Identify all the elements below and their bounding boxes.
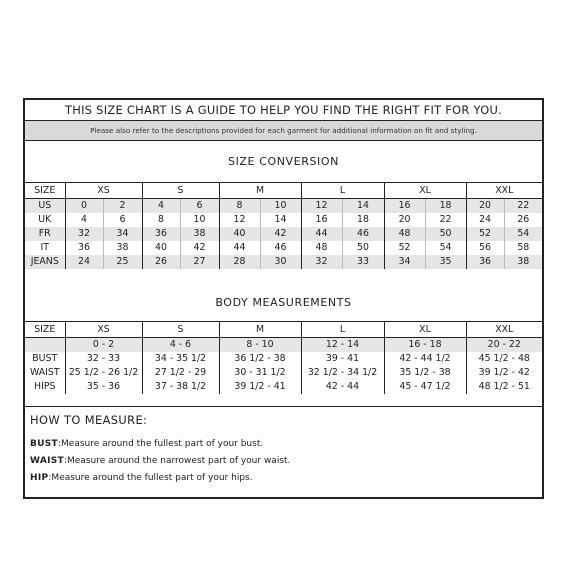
size-number-cell: 20 - 22 bbox=[466, 338, 542, 353]
table-cell: 44 bbox=[301, 227, 342, 241]
table-cell: 35 bbox=[425, 255, 466, 269]
table-cell: 38 bbox=[504, 255, 542, 269]
row-label: UK bbox=[25, 213, 65, 227]
table-cell: 48 1/2 - 51 bbox=[478, 381, 530, 392]
table-cell: 34 bbox=[103, 227, 142, 241]
table-cell: 20 bbox=[384, 213, 425, 227]
row-label: BUST bbox=[25, 352, 65, 366]
table-cell: 39 - 41 bbox=[301, 352, 384, 366]
table-cell: 36 bbox=[65, 241, 103, 255]
how-to-hip-term: HIP bbox=[30, 473, 49, 483]
table-cell: 24 bbox=[466, 213, 504, 227]
table-row bbox=[25, 227, 542, 241]
size-header-cell: L bbox=[301, 183, 384, 199]
body-header-row bbox=[25, 322, 542, 338]
size-chart-subbanner: Please also refer to the descriptions provided for each garment for additional information on fit and styling. bbox=[25, 121, 542, 141]
table-cell: 52 bbox=[384, 241, 425, 255]
table-cell: 36 bbox=[142, 227, 180, 241]
row-label: FR bbox=[25, 227, 65, 241]
size-header-cell: M bbox=[219, 183, 301, 199]
table-row bbox=[25, 213, 542, 227]
table-cell: 2 bbox=[103, 199, 142, 214]
table-cell: 22 bbox=[425, 213, 466, 227]
table-cell: 39 1/2 - 41 bbox=[219, 380, 301, 394]
size-header-cell: XL bbox=[384, 322, 466, 338]
size-conversion-header-row bbox=[25, 183, 542, 199]
row-label: US bbox=[25, 199, 65, 214]
table-cell: 4 bbox=[142, 199, 180, 214]
table-cell: 34 - 35 1/2 bbox=[142, 352, 219, 366]
size-number-cell: 0 - 2 bbox=[65, 338, 142, 353]
table-cell: 48 bbox=[301, 241, 342, 255]
table-row bbox=[25, 380, 542, 394]
table-cell: 12 bbox=[301, 199, 342, 214]
table-cell: 42 bbox=[180, 241, 219, 255]
size-chart-banner: THIS SIZE CHART IS A GUIDE TO HELP YOU FIND THE RIGHT FIT FOR YOU. bbox=[25, 100, 542, 121]
table-cell: 46 bbox=[260, 241, 301, 255]
table-cell: 6 bbox=[180, 199, 219, 214]
table-cell: 10 bbox=[260, 199, 301, 214]
size-header-cell: XL bbox=[384, 183, 466, 199]
table-cell: 32 - 33 bbox=[65, 352, 142, 366]
table-cell: 54 bbox=[504, 227, 542, 241]
how-to-bust-term: BUST bbox=[30, 439, 58, 449]
size-header-cell: XS bbox=[65, 183, 142, 199]
table-cell: 46 bbox=[342, 227, 384, 241]
table-cell: 36 1/2 - 38 bbox=[219, 352, 301, 366]
size-number-row bbox=[25, 338, 542, 353]
table-cell: 18 bbox=[342, 213, 384, 227]
row-label: WAIST bbox=[25, 366, 65, 380]
size-number-cell: 8 - 10 bbox=[219, 338, 301, 353]
table-cell: 16 bbox=[384, 199, 425, 214]
table-cell: 25 1/2 - 26 1/2 bbox=[65, 366, 142, 380]
table-cell: 28 bbox=[219, 255, 260, 269]
table-cell: 36 bbox=[466, 255, 504, 269]
size-header-cell: M bbox=[219, 322, 301, 338]
table-cell: 24 bbox=[65, 255, 103, 269]
table-row bbox=[25, 255, 542, 269]
table-row bbox=[25, 352, 542, 366]
table-cell: 12 bbox=[219, 213, 260, 227]
table-cell: 48 bbox=[384, 227, 425, 241]
table-cell: 32 1/2 - 34 1/2 bbox=[301, 366, 384, 380]
table-cell: 8 bbox=[219, 199, 260, 214]
table-cell: 33 bbox=[342, 255, 384, 269]
size-header-cell: S bbox=[142, 322, 219, 338]
table-cell: 0 bbox=[65, 199, 103, 214]
table-cell: 27 bbox=[180, 255, 219, 269]
table-cell: 40 bbox=[142, 241, 180, 255]
how-to-bust bbox=[30, 439, 263, 449]
size-chart bbox=[23, 98, 544, 499]
table-cell: 27 1/2 - 29 bbox=[142, 366, 219, 380]
table-cell: 4 bbox=[65, 213, 103, 227]
how-to-bust-text: :Measure around the fullest part of your bust. bbox=[58, 439, 264, 449]
table-row bbox=[25, 199, 542, 214]
table-cell: 10 bbox=[180, 213, 219, 227]
table-cell: 42 - 44 bbox=[301, 380, 384, 394]
table-row bbox=[25, 366, 542, 380]
size-number-cell: 16 - 18 bbox=[384, 338, 466, 353]
row-label bbox=[25, 338, 65, 353]
table-cell: 25 bbox=[103, 255, 142, 269]
table-cell: 50 bbox=[425, 227, 466, 241]
table-cell: 18 bbox=[425, 199, 466, 214]
size-header-label: SIZE bbox=[25, 183, 65, 199]
table-cell: 40 bbox=[219, 227, 260, 241]
table-cell: 32 bbox=[65, 227, 103, 241]
table-cell: 35 - 36 bbox=[65, 380, 142, 394]
table-cell: 22 bbox=[504, 199, 542, 214]
table-cell: 32 bbox=[301, 255, 342, 269]
size-header-cell: XXL bbox=[466, 183, 542, 199]
table-cell: 26 bbox=[517, 214, 530, 225]
how-to-hip bbox=[30, 473, 253, 483]
size-number-cell: 4 - 6 bbox=[142, 338, 219, 353]
table-cell: 45 1/2 - 48 bbox=[478, 353, 530, 364]
table-cell: 16 bbox=[301, 213, 342, 227]
divider bbox=[25, 406, 542, 407]
how-to-measure-title: HOW TO MEASURE: bbox=[30, 413, 148, 427]
table-cell: 20 bbox=[466, 199, 504, 214]
size-header-cell: XS bbox=[65, 322, 142, 338]
table-row bbox=[25, 241, 542, 255]
table-cell: 58 bbox=[517, 242, 530, 253]
row-label: JEANS bbox=[25, 255, 65, 269]
body-measurements-table bbox=[25, 321, 542, 394]
size-header-label: SIZE bbox=[25, 322, 65, 338]
how-to-waist-term: WAIST bbox=[30, 456, 64, 466]
table-cell: 14 bbox=[342, 199, 384, 214]
table-cell: 44 bbox=[219, 241, 260, 255]
size-number-cell: 12 - 14 bbox=[301, 338, 384, 353]
table-cell: 38 bbox=[103, 241, 142, 255]
size-header-cell: XXL bbox=[466, 322, 542, 338]
table-cell: 37 - 38 1/2 bbox=[142, 380, 219, 394]
table-cell: 30 - 31 1/2 bbox=[219, 366, 301, 380]
table-cell: 30 bbox=[260, 255, 301, 269]
size-header-cell: S bbox=[142, 183, 219, 199]
table-cell: 34 bbox=[384, 255, 425, 269]
table-cell: 35 1/2 - 38 bbox=[384, 366, 466, 380]
table-cell: 42 - 44 1/2 bbox=[384, 352, 466, 366]
table-cell: 8 bbox=[142, 213, 180, 227]
table-cell: 42 bbox=[260, 227, 301, 241]
table-cell: 52 bbox=[466, 227, 504, 241]
table-cell: 50 bbox=[342, 241, 384, 255]
table-cell: 39 1/2 - 42 bbox=[478, 367, 530, 378]
size-conversion-title: SIZE CONVERSION bbox=[227, 155, 339, 168]
how-to-waist-text: :Measure around the narrowest part of your waist. bbox=[63, 456, 291, 466]
table-cell: 38 bbox=[180, 227, 219, 241]
how-to-waist bbox=[30, 456, 290, 466]
row-label: HIPS bbox=[25, 380, 65, 394]
how-to-hip-text: :Measure around the fullest part of your hips. bbox=[48, 473, 253, 483]
table-cell: 14 bbox=[260, 213, 301, 227]
body-measurements-title: BODY MEASUREMENTS bbox=[215, 296, 352, 309]
row-label: IT bbox=[25, 241, 65, 255]
table-cell: 54 bbox=[425, 241, 466, 255]
table-cell: 45 - 47 1/2 bbox=[384, 380, 466, 394]
table-cell: 26 bbox=[142, 255, 180, 269]
table-cell: 6 bbox=[103, 213, 142, 227]
size-conversion-table bbox=[25, 182, 542, 269]
table-cell: 56 bbox=[466, 241, 504, 255]
size-header-cell: L bbox=[301, 322, 384, 338]
